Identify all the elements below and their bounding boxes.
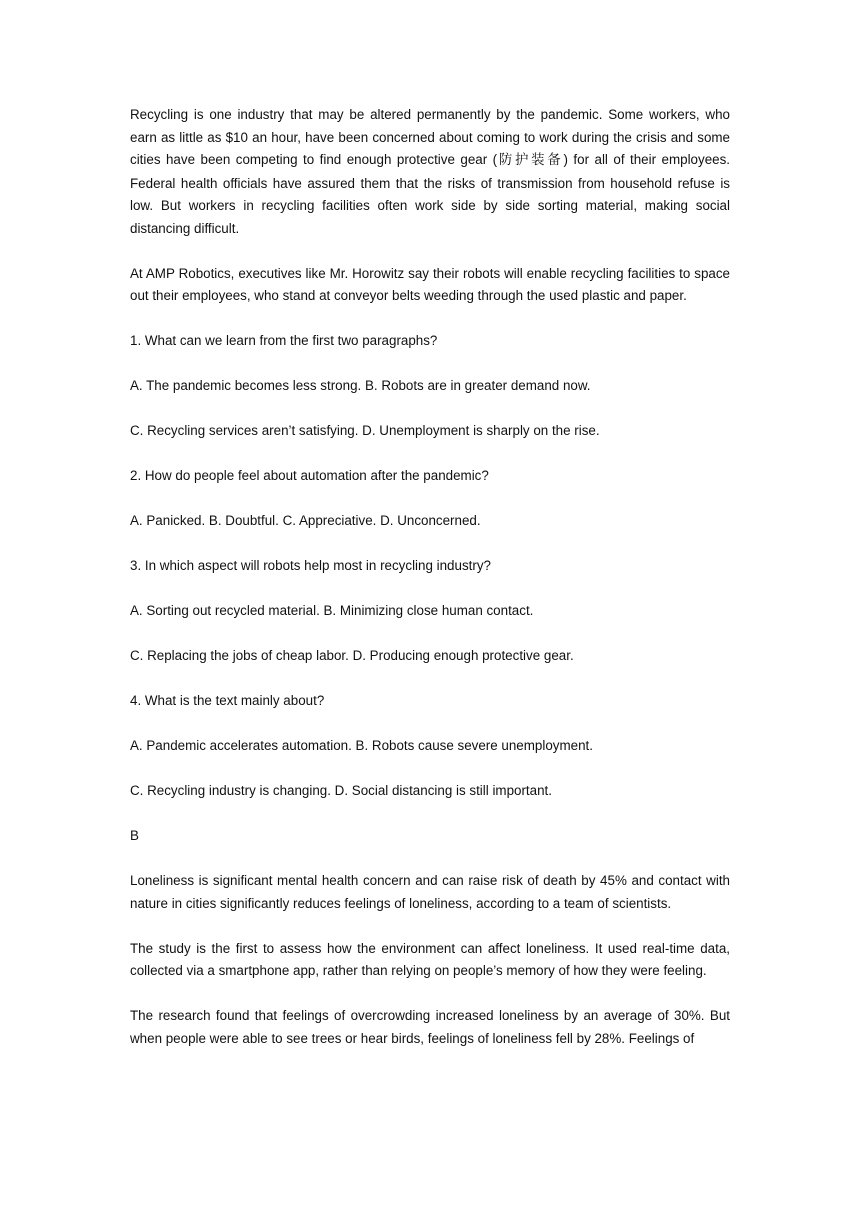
passage-a-paragraph-1-chinese-gloss: 防护装备 <box>497 153 564 168</box>
passage-a-paragraph-1-text-end: ) for all of their employees. Federal health officials have assured them that the risks of transmission from household refuse is low. But workers in recycling facilities often work side by side sorting material, making social distancing difficult. <box>130 152 731 236</box>
document-page <box>130 104 730 1073</box>
passage-b-paragraph-3: The research found that feelings of overcrowding increased loneliness by an average of 30%. But when people were able to see trees or hear birds, feelings of loneliness fell by 28%. Feelings of <box>130 1008 730 1046</box>
section-b-heading: B <box>130 828 139 843</box>
question-1-stem: 1. What can we learn from the first two paragraphs? <box>130 333 438 348</box>
passage-a-paragraph-2: At AMP Robotics, executives like Mr. Horowitz say their robots will enable recycling facilities to space out their employees, who stand at conveyor belts weeding through the used plastic and paper. <box>130 265 730 303</box>
question-1-options-ab: A. The pandemic becomes less strong. B. Robots are in greater demand now. <box>130 378 591 393</box>
question-3-stem: 3. In which aspect will robots help most in recycling industry? <box>130 558 491 573</box>
passage-b-paragraph-1: Loneliness is significant mental health concern and can raise risk of death by 45% and contact with nature in cities significantly reduces feelings of loneliness, according to a team of scientists. <box>130 873 730 911</box>
passage-b-paragraph-2: The study is the first to assess how the environment can affect loneliness. It used real-time data, collected via a smartphone app, rather than relying on people’s memory of how they were feeling. <box>130 940 730 978</box>
question-4-stem: 4. What is the text mainly about? <box>130 693 325 708</box>
question-4-options-ab: A. Pandemic accelerates automation. B. Robots cause severe unemployment. <box>130 738 593 753</box>
question-3-options-ab: A. Sorting out recycled material. B. Minimizing close human contact. <box>130 603 534 618</box>
question-4-options-cd: C. Recycling industry is changing. D. Social distancing is still important. <box>130 783 552 798</box>
passage-a-paragraph-1-text-start: Recycling is one industry that may be altered permanently by the pandemic. Some workers, who earn as little as $10 an hour, have been concerned about coming to work during the crisis and some cities have been competing to find enough protective gear ( <box>130 107 730 167</box>
question-2-options: A. Panicked. B. Doubtful. C. Appreciative. D. Unconcerned. <box>130 513 481 528</box>
question-3-options-cd: C. Replacing the jobs of cheap labor. D. Producing enough protective gear. <box>130 648 574 663</box>
passage-a-paragraph-1 <box>130 104 730 240</box>
question-1-options-cd: C. Recycling services aren’t satisfying. D. Unemployment is sharply on the rise. <box>130 423 600 438</box>
question-2-stem: 2. How do people feel about automation after the pandemic? <box>130 468 489 483</box>
